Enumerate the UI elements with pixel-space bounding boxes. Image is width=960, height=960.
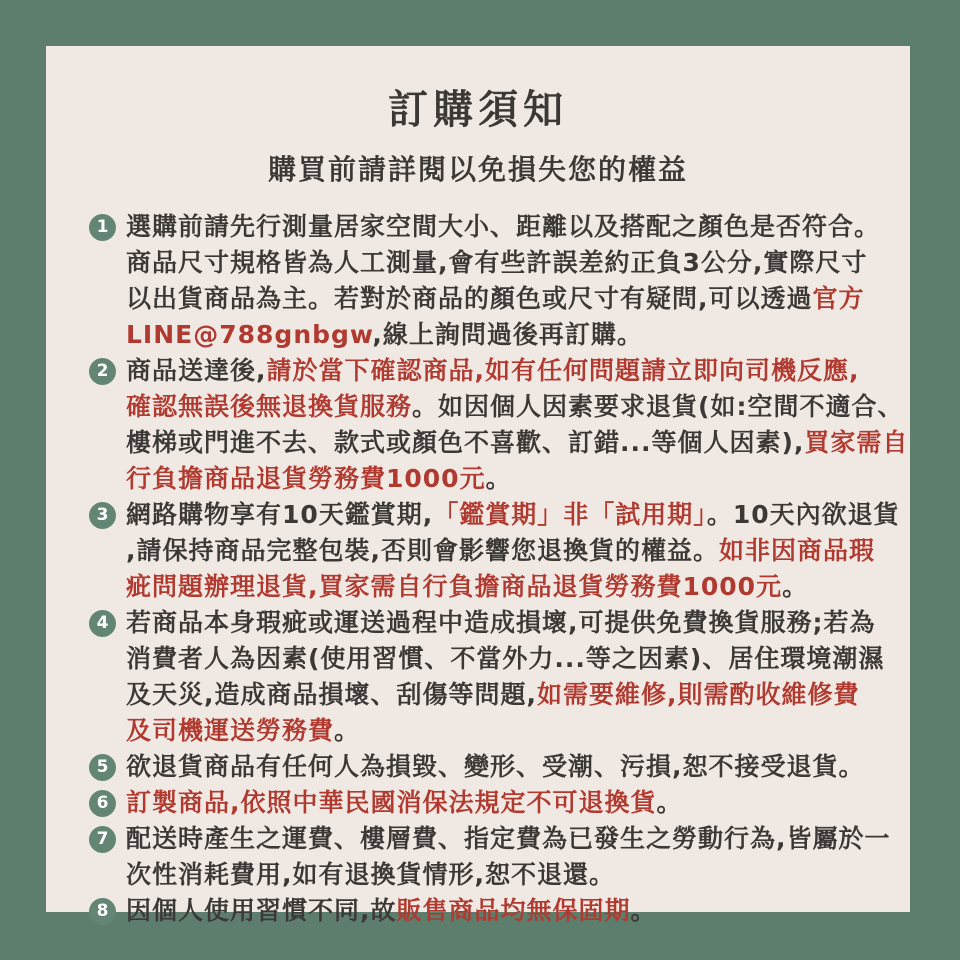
- body-text: 網路購物享有10天鑑賞期,: [126, 500, 434, 529]
- body-text: 商品送達後,: [126, 356, 267, 385]
- body-text: 選購前請先行測量居家空間大小、距離以及搭配之顏色是否符合。: [126, 212, 881, 241]
- notice-line: [126, 641, 886, 677]
- notice-item-7: [89, 821, 891, 893]
- notice-item-3: [89, 497, 900, 605]
- highlight-text: LINE@788gnbgw: [126, 320, 373, 349]
- notice-line: [126, 281, 886, 317]
- notice-text: [126, 209, 886, 353]
- notice-text: [126, 497, 900, 605]
- highlight-text: 如需要維修,則需酌收維修費: [537, 680, 860, 709]
- page-subtitle: 購買前請詳閱以免損失您的權益: [267, 153, 688, 186]
- notice-line: [126, 857, 886, 893]
- highlight-text: 販售商品均無保固期: [396, 896, 631, 925]
- notice-text: [126, 821, 891, 893]
- notice-text: [126, 749, 886, 785]
- notice-line: [126, 677, 886, 713]
- body-text: 。: [630, 896, 657, 925]
- item-number-badge: 6: [89, 790, 116, 817]
- body-text: 欲退貨商品有任何人為損毀、變形、受潮、污損,恕不接受退貨。: [126, 752, 865, 781]
- highlight-text: 如非因商品瑕: [719, 536, 876, 565]
- notice-text: [126, 605, 886, 749]
- highlight-text: 買家需自: [804, 428, 909, 457]
- highlight-text: 訂製商品,依照中華民國消保法規定不可退換貨: [126, 788, 657, 817]
- body-text: 及天災,造成商品損壞、刮傷等問題,: [126, 680, 537, 709]
- highlight-text: 「鑑賞期」非「試用期」: [433, 500, 707, 529]
- notice-line: [126, 497, 900, 533]
- notice-item-5: [89, 749, 886, 785]
- body-text: 配送時產生之運費、樓層費、指定費為已發生之勞動行為,皆屬於一: [126, 824, 891, 853]
- notice-line: [126, 893, 886, 929]
- body-text: 。如因個人因素要求退貨(如:空間不適合、: [412, 392, 904, 421]
- notice-text: [126, 893, 886, 929]
- page-title: 訂購須知: [388, 87, 568, 133]
- item-number-badge: 7: [89, 826, 116, 853]
- highlight-text: 疵問題辦理退貨,買家需自行負擔商品退貨勞務費1000元: [126, 572, 783, 601]
- item-number-badge: 3: [89, 502, 116, 529]
- body-text: 因個人使用習慣不同,故: [126, 896, 397, 925]
- body-text: ,線上詢問過後再訂購。: [372, 320, 643, 349]
- notice-line: [126, 353, 886, 389]
- body-text: 。: [656, 788, 683, 817]
- notice-line: [126, 749, 886, 785]
- body-text: 樓梯或門進不去、款式或顏色不喜歡、訂錯...等個人因素),: [126, 428, 805, 457]
- highlight-text: 請於當下確認商品,如有任何問題請立即向司機反應,: [266, 356, 860, 385]
- item-number-badge: 8: [89, 898, 116, 925]
- body-text: 次性消耗費用,如有退換貨情形,恕不退還。: [126, 860, 615, 889]
- notice-item-2: [89, 353, 909, 497]
- body-text: 若商品本身瑕疵或運送過程中造成損壞,可提供免費換貨服務;若為: [126, 608, 876, 637]
- body-text: ,請保持商品完整包裝,否則會影響您退換貨的權益。: [126, 536, 719, 565]
- item-number-badge: 5: [89, 754, 116, 781]
- notice-line: [126, 533, 886, 569]
- body-text: 商品尺寸規格皆為人工測量,會有些許誤差約正負3公分,實際尺寸: [126, 248, 868, 277]
- highlight-text: 行負擔商品退貨勞務費1000元: [126, 464, 486, 493]
- item-number-badge: 2: [89, 358, 116, 385]
- body-text: 。: [782, 572, 809, 601]
- notice-line: [126, 425, 909, 461]
- body-text: 消費者人為因素(使用習慣、不當外力...等之因素)、居住環境潮濕: [126, 644, 885, 673]
- notice-line: [126, 821, 891, 857]
- highlight-text: 及司機運送勞務費: [126, 716, 335, 745]
- body-text: 以出貨商品為主。若對於商品的顏色或尺寸有疑問,可以透過: [126, 284, 813, 313]
- notice-item-8: [89, 893, 886, 929]
- notice-line: [126, 569, 886, 605]
- body-text: 。: [485, 464, 512, 493]
- highlight-text: 官方: [812, 284, 865, 313]
- notice-line: [126, 245, 886, 281]
- body-text: 。: [334, 716, 361, 745]
- notice-line: [126, 389, 904, 425]
- notice-text: [126, 785, 886, 821]
- item-number-badge: 1: [89, 214, 116, 241]
- notice-card: [46, 46, 910, 925]
- notice-line: [126, 785, 886, 821]
- notice-item-1: [89, 209, 886, 353]
- notice-line: [126, 209, 886, 245]
- highlight-text: 確認無誤後無退換貨服務: [126, 392, 413, 421]
- notice-line: [126, 317, 886, 353]
- notice-item-4: [89, 605, 886, 749]
- notice-text: [126, 353, 909, 497]
- notice-list: [89, 209, 909, 929]
- notice-line: [126, 461, 886, 497]
- notice-line: [126, 713, 886, 749]
- notice-line: [126, 605, 886, 641]
- item-number-badge: 4: [89, 610, 116, 637]
- body-text: 。10天內欲退貨: [706, 500, 900, 529]
- notice-item-6: [89, 785, 886, 821]
